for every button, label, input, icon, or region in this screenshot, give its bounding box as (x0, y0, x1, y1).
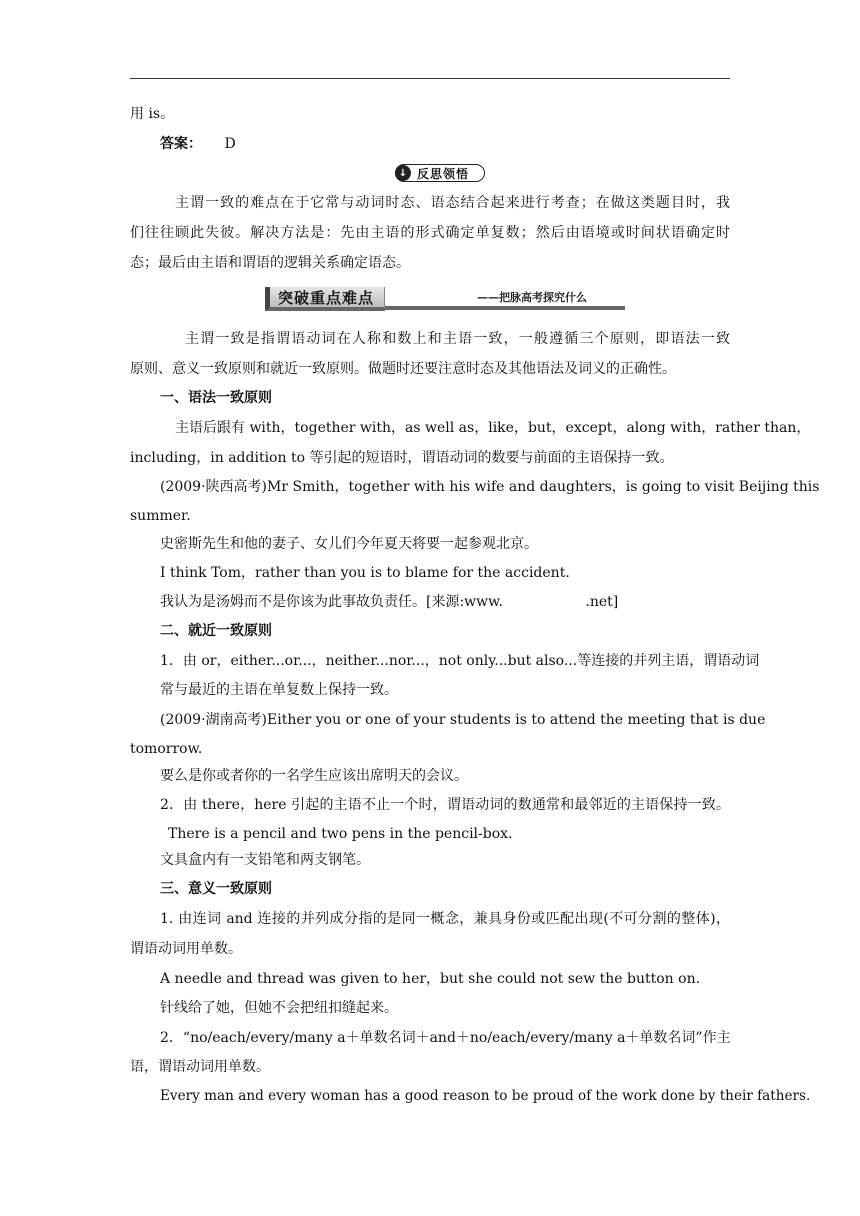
text-line: I think Tom，rather than you is to blame for the accident. (160, 565, 570, 581)
text-line: A needle and thread was given to her，but she could not sew the button on. (160, 971, 701, 987)
text-line: (2009·陕西高考)Mr Smith，together with his wife and daughters，is going to visit Beijing this (160, 479, 820, 495)
section-heading: 二、就近一致原则 (160, 623, 272, 639)
text-segment: .net] (585, 594, 619, 610)
text-line: There is a pencil and two pens in the pencil-box. (168, 826, 513, 842)
reflection-badge (395, 164, 485, 182)
section-heading: 一、语法一致原则 (160, 390, 272, 406)
text-line: 们往往顾此失彼。解决方法是：先由主语的形式确定单复数；然后由语境或时间状语确定时 (130, 225, 730, 241)
section-banner (265, 287, 625, 313)
text-line: 1. 由连词 and 连接的并列成分指的是同一概念，兼具身份或匹配出现(不可分割的整体)， (160, 911, 730, 927)
text-line: 主语后跟有 with，together with，as well as，like，but，except，along with，rather than， (175, 420, 811, 436)
text-segment: 我认为是汤姆而不是你该为此事故负责任。[来源:www. (160, 594, 503, 610)
text-line: 针线给了她，但她不会把纽扣缝起来。 (160, 1000, 398, 1016)
text-line: 常与最近的主语在单复数上保持一致。 (160, 682, 398, 698)
text-line: 2．“no/each/every/many a＋单数名词＋and＋no/each/every/many a＋单数名词”作主 (160, 1030, 731, 1046)
banner-title: 突破重点难点 (265, 287, 385, 311)
text-line: 1．由 or，either...or...，neither...nor...，not only...but also...等连接的并列主语，谓语动词 (160, 653, 760, 669)
text-line: 谓语动词用单数。 (130, 941, 242, 957)
text-line: 文具盒内有一支铅笔和两支钢笔。 (160, 852, 370, 868)
banner-rule (385, 306, 625, 310)
text-line: 态；最后由主语和谓语的逻辑关系确定语态。 (130, 255, 410, 271)
banner-subtitle: ——把脉高考探究什么 (477, 291, 587, 304)
text-line: tomorrow. (130, 741, 203, 757)
arrow-down-icon: ↓ (395, 165, 411, 181)
text-line: 2．由 there，here 引起的主语不止一个时，谓语动词的数通常和最邻近的主语保持一致。 (160, 797, 730, 813)
text-line (160, 593, 730, 611)
text-line: 主谓一致是指谓语动词在人称和数上和主语一致，一般遵循三个原则，即语法一致 (185, 331, 730, 347)
text-line: 主谓一致的难点在于它常与动词时态、语态结合起来进行考查；在做这类题目时，我 (175, 195, 730, 211)
text-line: (2009·湖南高考)Either you or one of your students is to attend the meeting that is due (160, 712, 766, 728)
answer-line (160, 135, 730, 153)
text-line: summer. (130, 508, 191, 524)
text-line: 语，谓语动词用单数。 (130, 1059, 270, 1075)
text-line: including，in addition to 等引起的短语时，谓语动词的数要与前面的主语保持一致。 (130, 450, 674, 466)
header-rule (130, 78, 730, 79)
answer-label: 答案： (160, 136, 202, 152)
text-line: 史密斯先生和他的妻子、女儿们今年夏天将要一起参观北京。 (160, 536, 538, 552)
text-line: 用 is。 (130, 106, 175, 122)
text-line: Every man and every woman has a good reason to be proud of the work done by their fathers. (160, 1088, 811, 1104)
text-line: 原则、意义一致原则和就近一致原则。做题时还要注意时态及其他语法及词义的正确性。 (130, 361, 676, 377)
section-heading: 三、意义一致原则 (160, 881, 272, 897)
text-line: 要么是你或者你的一名学生应该出席明天的会议。 (160, 768, 468, 784)
answer-value: D (224, 136, 236, 152)
badge-label: 反思领悟 (417, 166, 470, 181)
